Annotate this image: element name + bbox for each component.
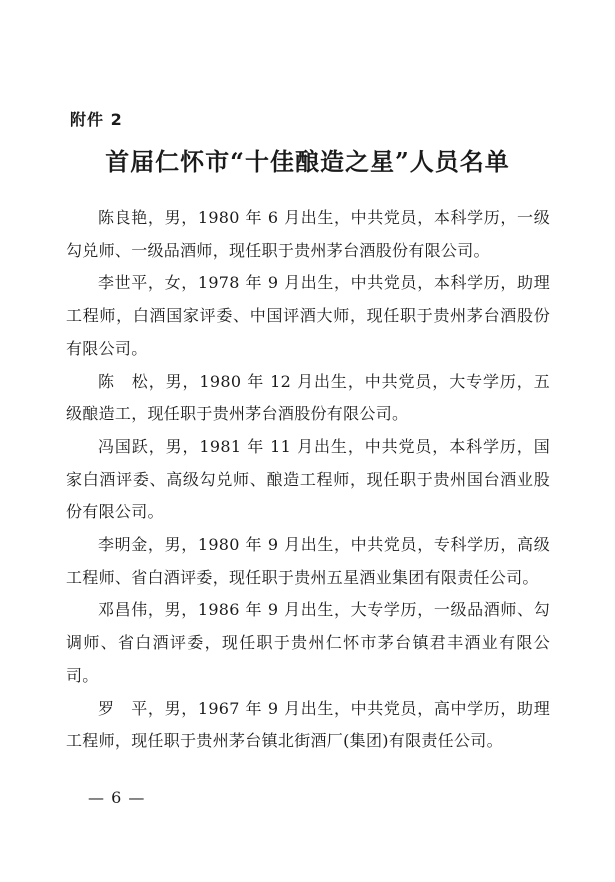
personnel-list	[66, 202, 550, 758]
person-entry-3: 陈 松，男，1980 年 12 月出生，中共党员，大专学历，五级酿造工，现任职于贵州茅台酒股份有限公司。	[66, 371, 550, 424]
document-title: 首届仁怀市“十佳酿造之星”人员名单	[105, 147, 510, 176]
person-entry-2: 李世平，女，1978 年 9 月出生，中共党员，本科学历，助理工程师，白酒国家评委、中国评酒大师，现任职于贵州茅台酒股份有限公司。	[66, 273, 550, 358]
person-entry-7: 罗 平，男，1967 年 9 月出生，中共党员，高中学历，助理工程师，现任职于贵州茅台镇北街酒厂(集团)有限责任公司。	[66, 698, 550, 751]
person-entry-4: 冯国跃，男，1981 年 11 月出生，中共党员，本科学历，国家白酒评委、高级勾兑师、酿造工程师，现任职于贵州国台酒业股份有限公司。	[66, 436, 550, 522]
person-entry-1: 陈良艳，男，1980 年 6 月出生，中共党员，本科学历，一级勾兑师、一级品酒师，现任职于贵州茅台酒股份有限公司。	[66, 208, 550, 260]
page-number: — 6 —	[88, 788, 146, 807]
attachment-label: 附件 2	[70, 110, 123, 129]
person-entry-6: 邓昌伟，男，1986 年 9 月出生，大专学历，一级品酒师、勾调师、省白酒评委，现任职于贵州仁怀市茅台镇君丰酒业有限公司。	[66, 600, 550, 685]
person-entry-5: 李明金，男，1980 年 9 月出生，中共党员，专科学历，高级工程师、省白酒评委，现任职于贵州五星酒业集团有限责任公司。	[66, 535, 550, 587]
